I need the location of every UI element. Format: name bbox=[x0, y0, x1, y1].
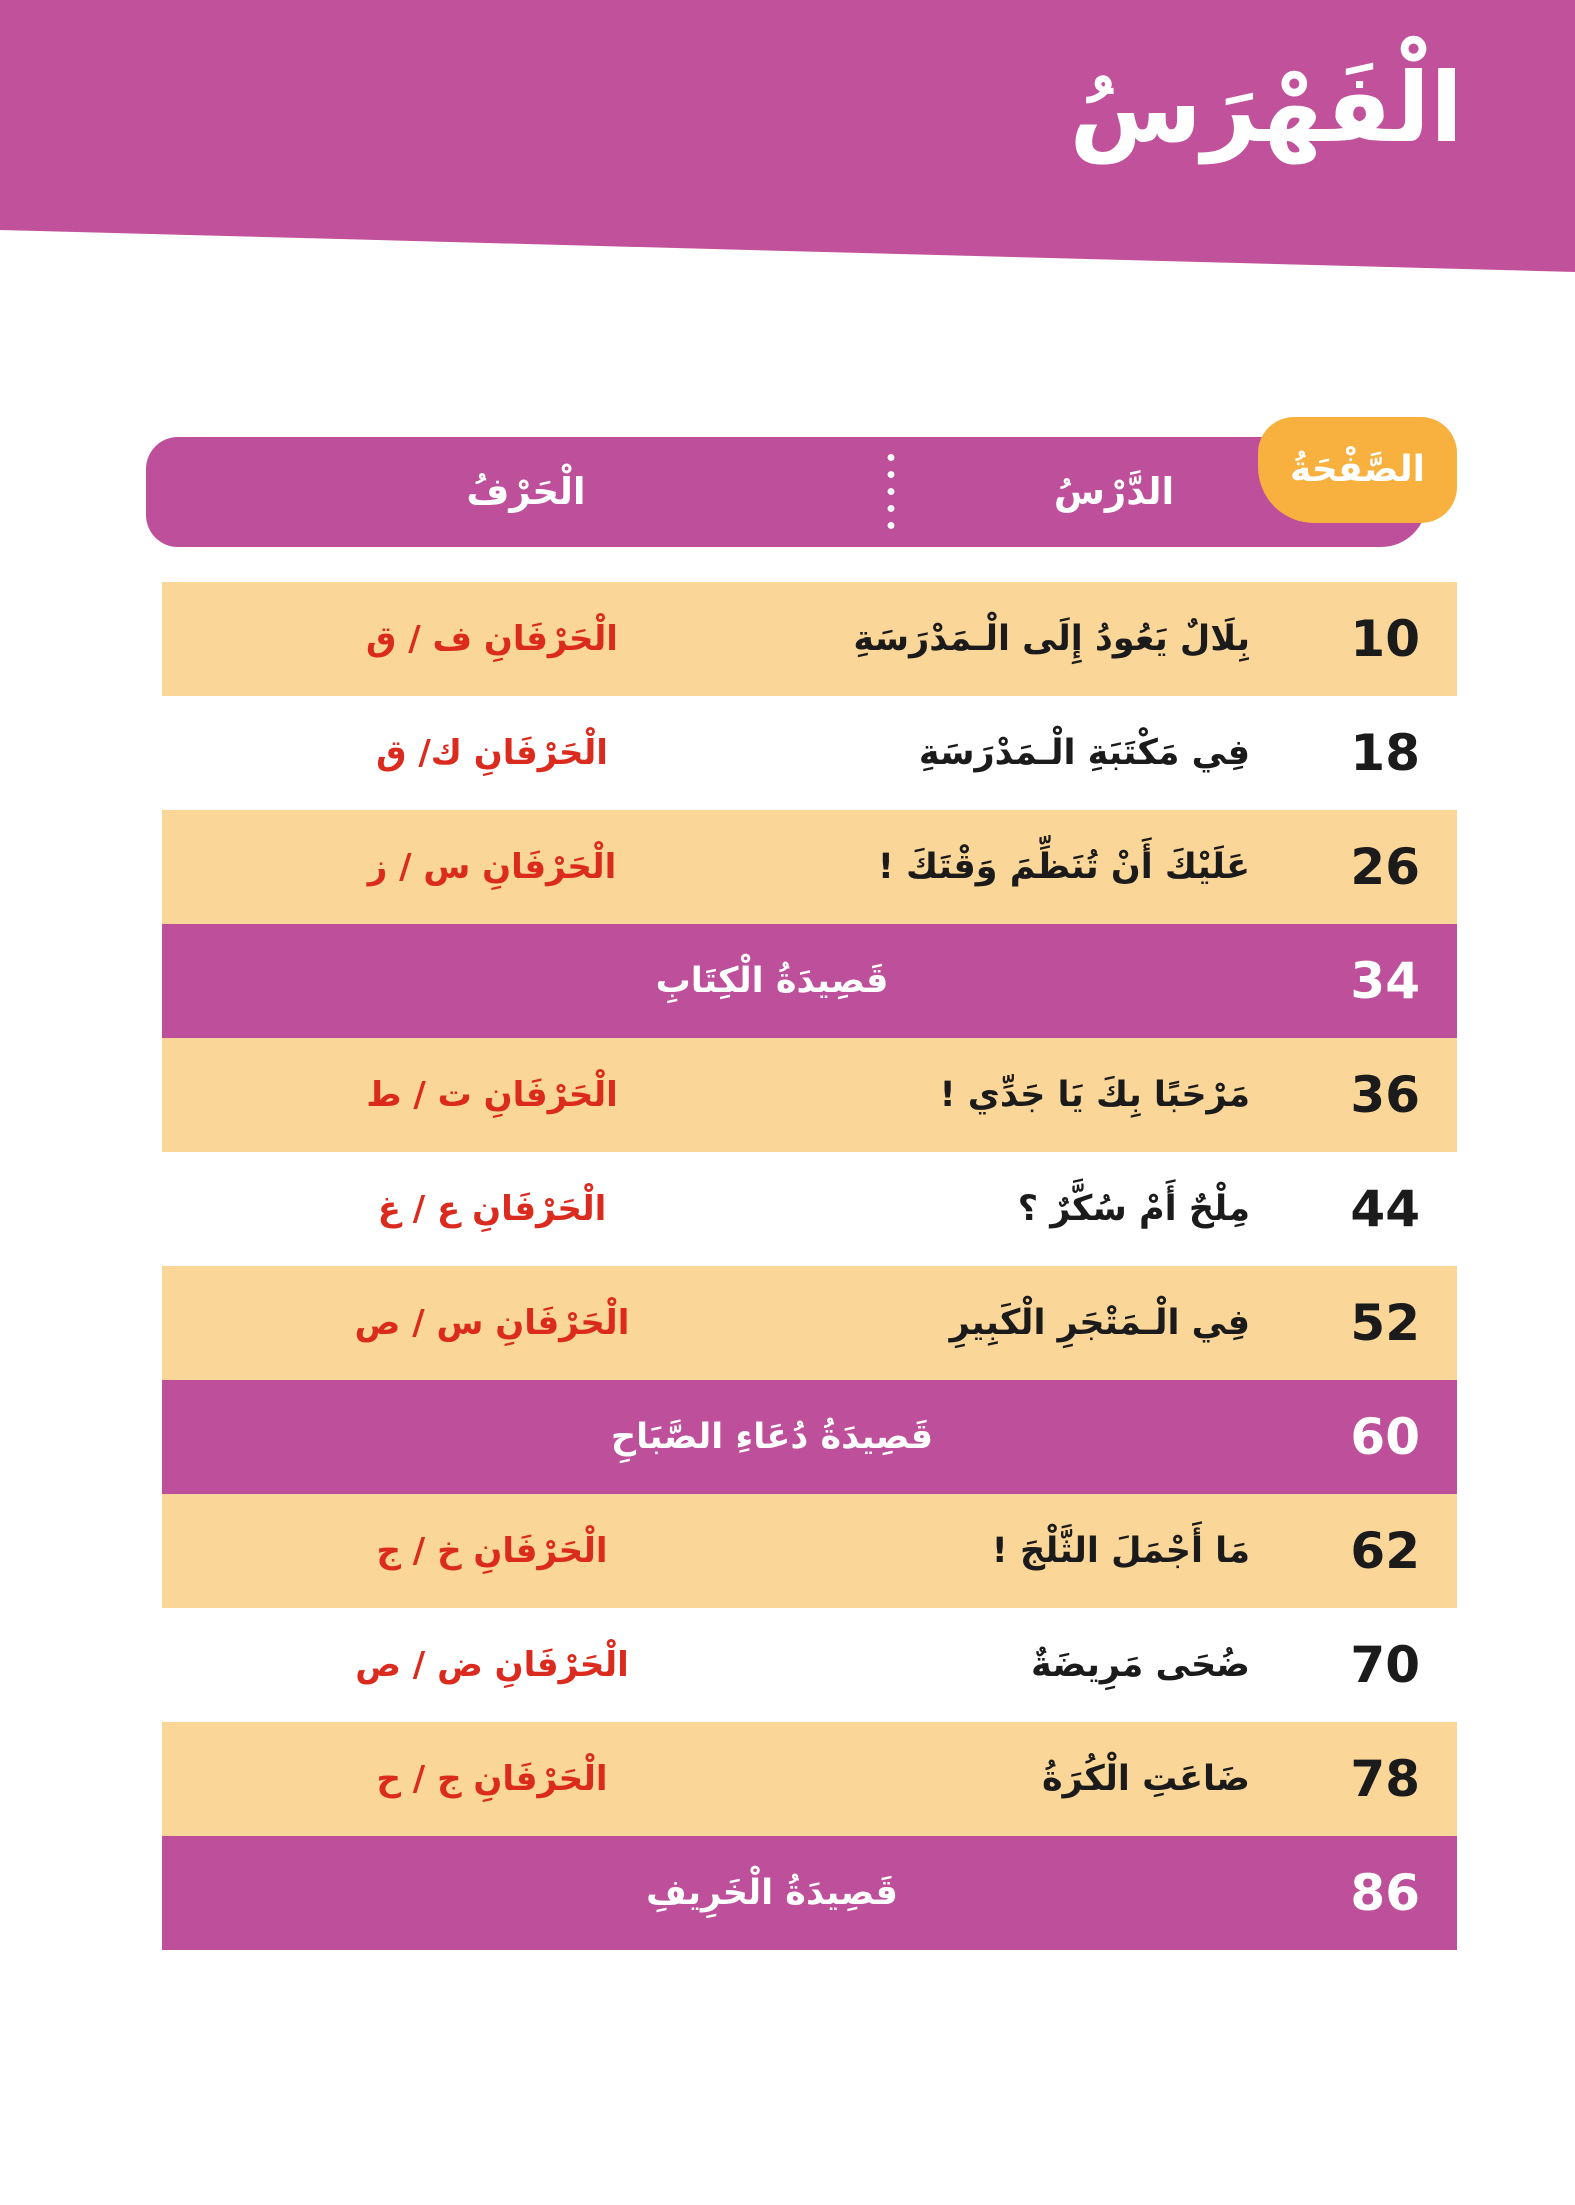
toc-row bbox=[162, 1722, 1457, 1836]
poem-title: قَصِيدَةُ دُعَاءِ الصَّبَاحِ bbox=[610, 1417, 934, 1457]
letters-label: الْحَرْفَانِ ت / ط bbox=[366, 1075, 618, 1115]
page-col-badge bbox=[1258, 417, 1457, 523]
toc-row bbox=[162, 1266, 1457, 1380]
page-number: 18 bbox=[1350, 724, 1420, 782]
poem-title: قَصِيدَةُ الْكِتَابِ bbox=[655, 961, 889, 1001]
page-title: الْفَهْرَسُ bbox=[1069, 52, 1463, 164]
letters-label: الْحَرْفَانِ ض / ص bbox=[355, 1645, 629, 1685]
toc-row-poem bbox=[162, 924, 1457, 1038]
toc-row bbox=[162, 810, 1457, 924]
dotted-separator bbox=[887, 447, 895, 539]
toc-row bbox=[162, 696, 1457, 810]
page-number: 70 bbox=[1350, 1636, 1420, 1694]
toc-row-poem bbox=[162, 1380, 1457, 1494]
letters-label: الْحَرْفَانِ ك/ ق bbox=[376, 733, 608, 773]
col-header-letter: الْحَرْفُ bbox=[466, 470, 586, 513]
toc-row bbox=[162, 1038, 1457, 1152]
letters-label: الْحَرْفَانِ ج / ح bbox=[376, 1759, 608, 1799]
toc-row bbox=[162, 1494, 1457, 1608]
letters-label: الْحَرْفَانِ ف / ق bbox=[366, 619, 618, 659]
page-number: 86 bbox=[1350, 1864, 1420, 1922]
lesson-title: فِي الْـمَتْجَرِ الْكَبِيرِ bbox=[949, 1303, 1250, 1343]
col-header-lesson: الدَّرْسُ bbox=[1053, 470, 1175, 513]
page-number: 52 bbox=[1350, 1294, 1420, 1352]
letters-label: الْحَرْفَانِ خ / ج bbox=[376, 1531, 608, 1571]
page-number: 10 bbox=[1350, 610, 1420, 668]
page-col-badge-label: الصَّفْحَةُ bbox=[1289, 449, 1426, 490]
page-number: 26 bbox=[1350, 838, 1420, 896]
lesson-title: بِلَالٌ يَعُودُ إِلَى الْـمَدْرَسَةِ bbox=[853, 619, 1250, 659]
toc-row bbox=[162, 582, 1457, 696]
letters-label: الْحَرْفَانِ س / ص bbox=[354, 1303, 630, 1343]
toc-row bbox=[162, 1608, 1457, 1722]
lesson-title: فِي مَكْتَبَةِ الْـمَدْرَسَةِ bbox=[918, 733, 1250, 773]
lesson-title: عَلَيْكَ أَنْ تُنَظِّمَ وَقْتَكَ ! bbox=[877, 847, 1250, 887]
page-number: 60 bbox=[1350, 1408, 1420, 1466]
toc-row bbox=[162, 1152, 1457, 1266]
toc-row-poem bbox=[162, 1836, 1457, 1950]
lesson-title: ضَاعَتِ الْكُرَةُ bbox=[1041, 1759, 1250, 1799]
lesson-title: ضُحَى مَرِيضَةٌ bbox=[1031, 1645, 1250, 1685]
letters-label: الْحَرْفَانِ س / ز bbox=[367, 847, 617, 887]
poem-title: قَصِيدَةُ الْخَرِيفِ bbox=[646, 1873, 898, 1913]
toc-rows bbox=[162, 582, 1457, 1950]
toc-header-bar bbox=[146, 437, 1427, 547]
page-number: 34 bbox=[1350, 952, 1420, 1010]
lesson-title: مِلْحٌ أَمْ سُكَّرٌ ؟ bbox=[1017, 1189, 1250, 1229]
page-number: 44 bbox=[1350, 1180, 1420, 1238]
page-number: 62 bbox=[1350, 1522, 1420, 1580]
lesson-title: مَا أَجْمَلَ الثَّلْجَ ! bbox=[991, 1531, 1250, 1571]
page-number: 78 bbox=[1350, 1750, 1420, 1808]
page-number: 36 bbox=[1350, 1066, 1420, 1124]
lesson-title: مَرْحَبًا بِكَ يَا جَدِّي ! bbox=[939, 1075, 1250, 1115]
letters-label: الْحَرْفَانِ ع / غ bbox=[377, 1189, 607, 1229]
